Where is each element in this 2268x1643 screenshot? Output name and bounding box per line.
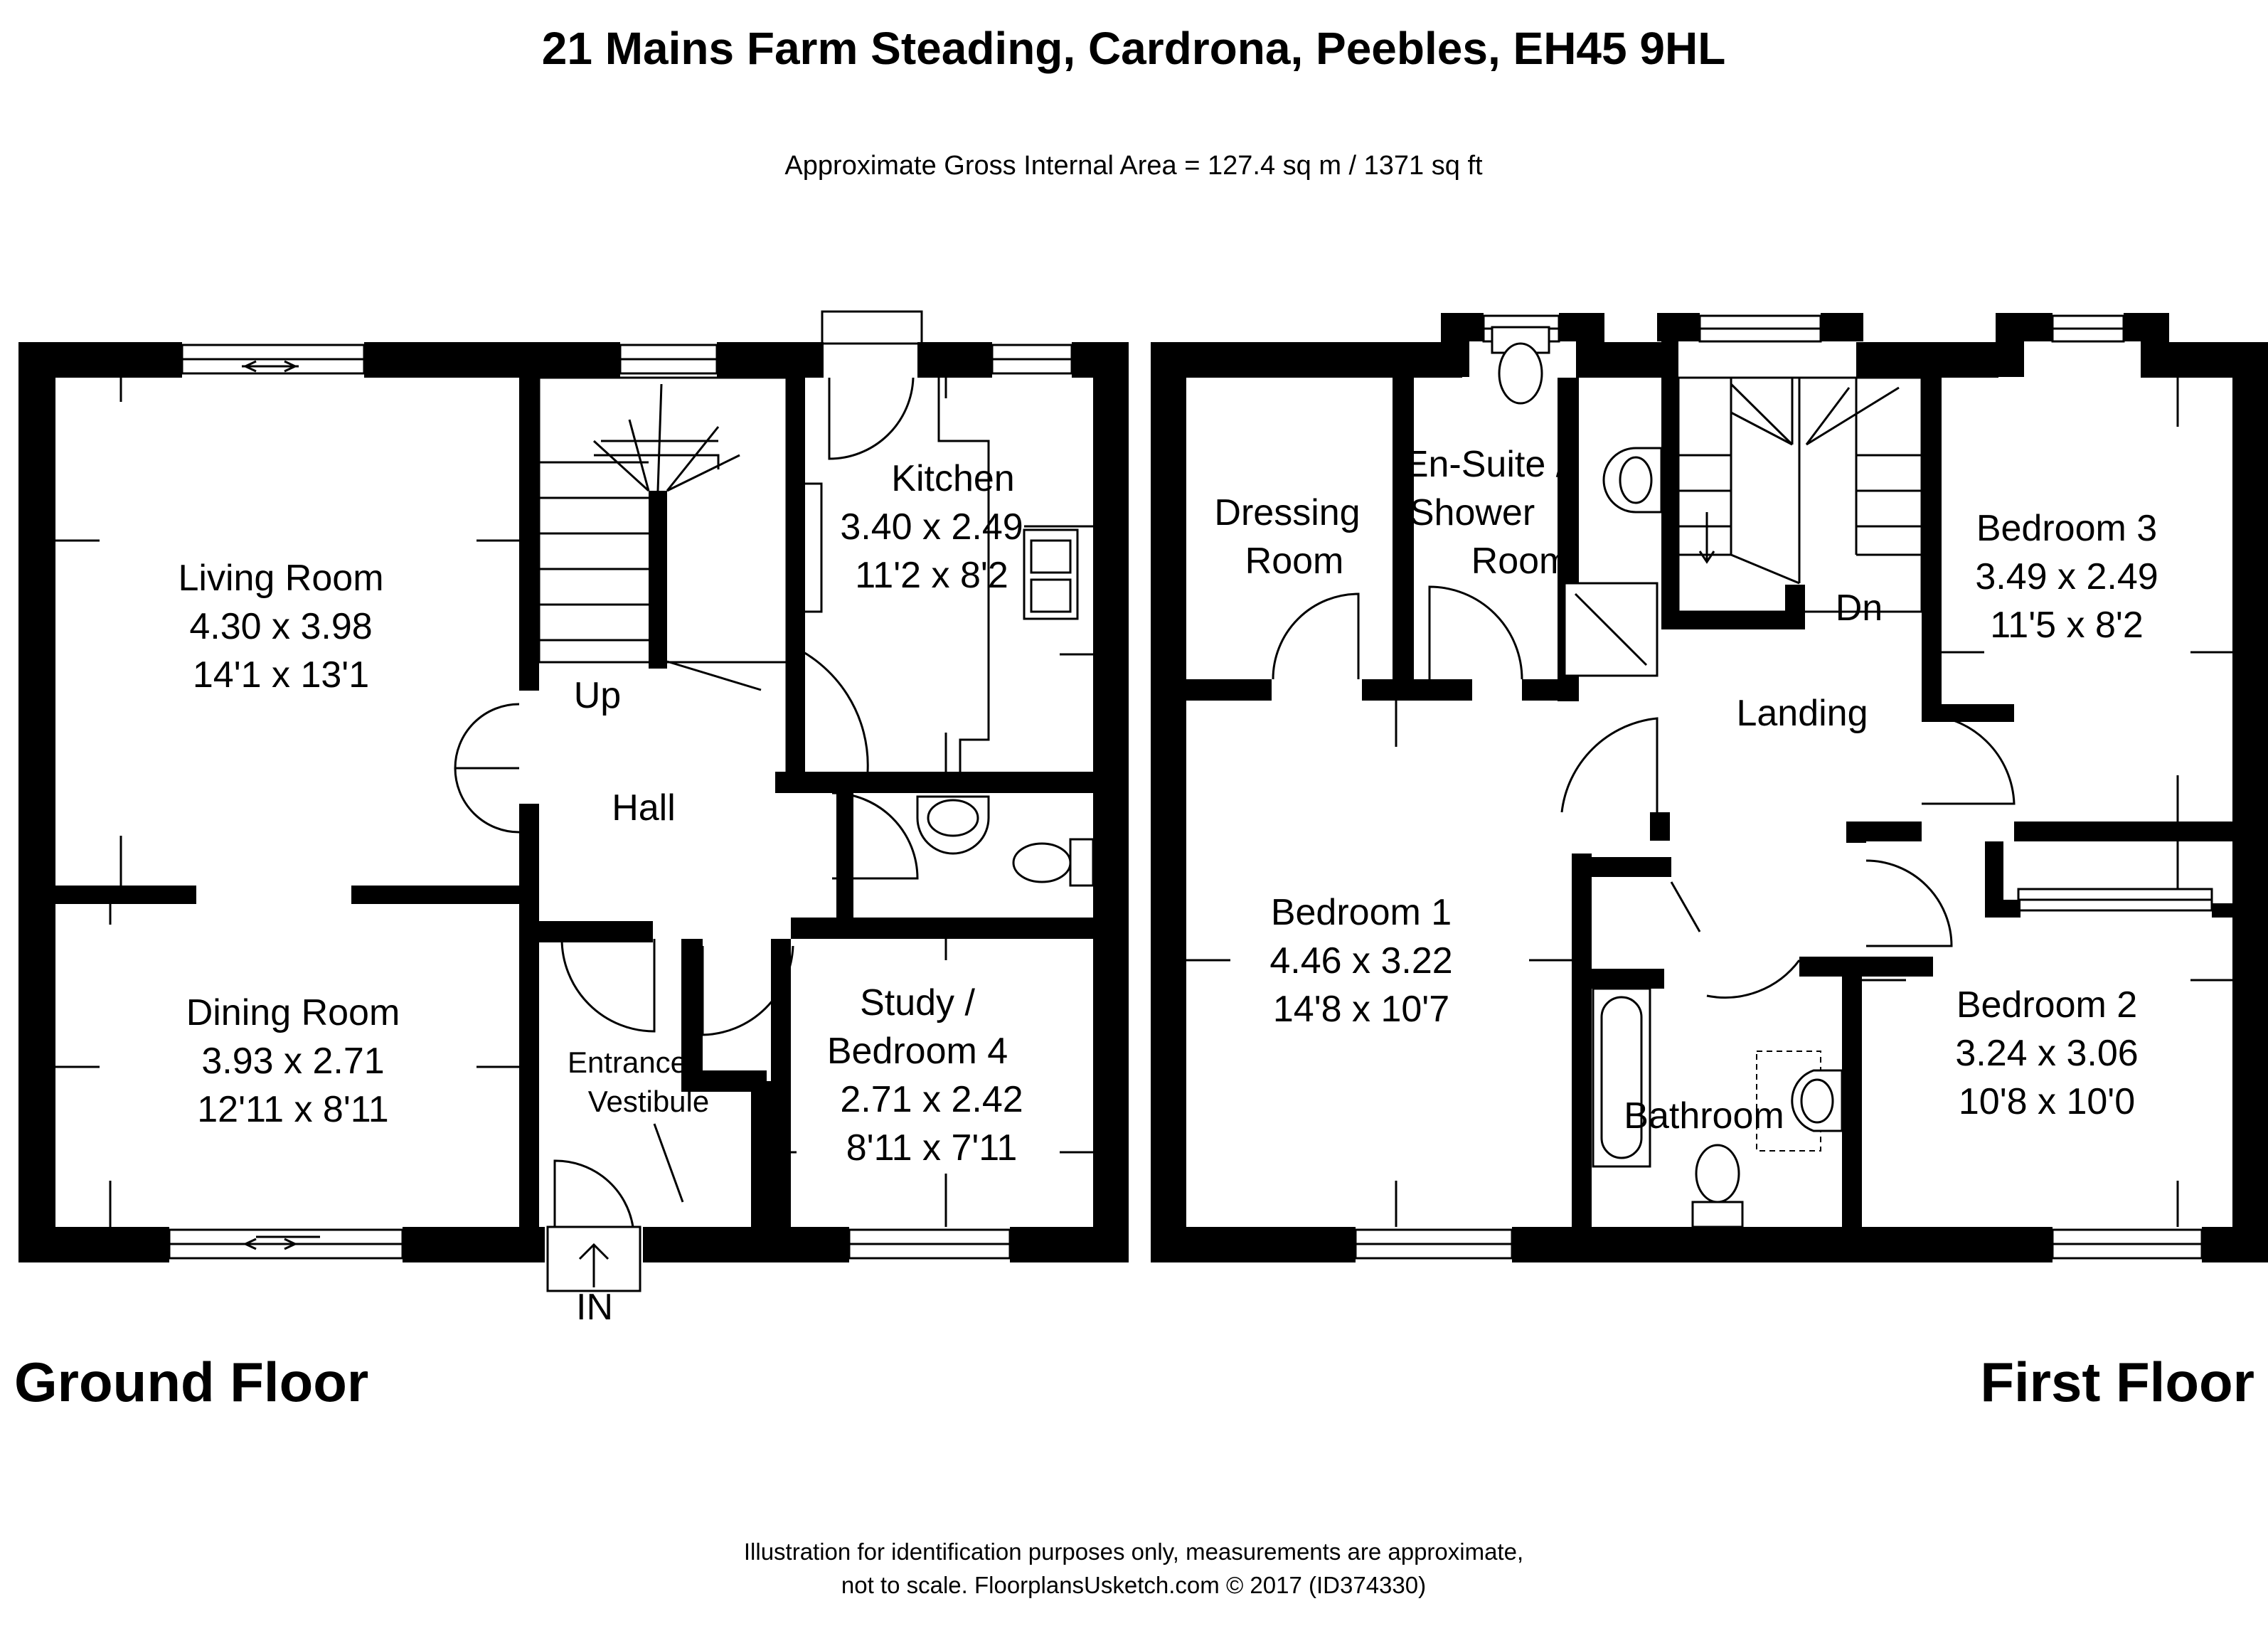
stairs-down-label: Dn — [1835, 587, 1883, 629]
kitchen-metric: 3.40 x 2.49 — [840, 506, 1023, 548]
bedroom2-imperial: 10'8 x 10'0 — [1958, 1081, 2136, 1122]
window — [2053, 316, 2124, 341]
bedroom1-imperial: 14'8 x 10'7 — [1272, 989, 1450, 1030]
ensuite-label-line2: Shower — [1409, 492, 1535, 533]
toilet-icon — [1013, 839, 1093, 886]
bedroom3-name: Bedroom 3 — [1976, 508, 2158, 549]
kitchen-imperial: 11'2 x 8'2 — [855, 555, 1008, 596]
dressing-room-label-line1: Dressing — [1214, 492, 1361, 533]
window — [169, 1230, 403, 1258]
study-imperial: 8'11 x 7'11 — [846, 1127, 1018, 1169]
window — [2053, 1230, 2202, 1258]
living-room-imperial: 14'1 x 13'1 — [192, 654, 370, 696]
window — [849, 1230, 1010, 1258]
bedroom3-metric: 3.49 x 2.49 — [1975, 556, 2158, 597]
bedroom3-imperial: 11'5 x 8'2 — [1990, 605, 2144, 646]
living-room-metric: 4.30 x 3.98 — [189, 606, 373, 647]
window — [620, 345, 717, 373]
window — [1356, 1230, 1512, 1258]
entrance-in-label: IN — [576, 1287, 613, 1328]
disclaimer-line2: not to scale. FloorplansUsketch.com © 2017 (ID374330) — [841, 1572, 1427, 1598]
first-floor-plan — [1151, 313, 2268, 1262]
toilet-icon — [1492, 327, 1549, 403]
bath-icon — [1593, 989, 1650, 1166]
shower-tray-icon — [1565, 583, 1657, 676]
ensuite-label-line3: Room — [1471, 541, 1570, 582]
ground-floor-plan — [18, 312, 1129, 1328]
dining-room-imperial: 12'11 x 8'11 — [197, 1089, 389, 1130]
bedroom1-metric: 4.46 x 3.22 — [1269, 940, 1453, 982]
kitchen-name: Kitchen — [891, 458, 1015, 499]
window — [1700, 316, 1821, 341]
disclaimer-line1: Illustration for identification purposes only, measurements are approximate, — [743, 1538, 1524, 1565]
entrance-door — [548, 1124, 683, 1291]
hall-label: Hall — [612, 787, 676, 829]
vestibule-label-line1: Entrance — [567, 1046, 688, 1079]
landing-label: Landing — [1736, 693, 1868, 734]
staircase — [1678, 378, 1922, 612]
living-room-name: Living Room — [178, 558, 384, 599]
window — [992, 345, 1072, 373]
vestibule-label-line2: Vestibule — [587, 1085, 710, 1118]
bedroom2-metric: 3.24 x 3.06 — [1955, 1033, 2139, 1074]
bedroom2-name: Bedroom 2 — [1956, 984, 2138, 1026]
basin-icon — [1604, 448, 1661, 512]
ground-floor-label: Ground Floor — [14, 1351, 369, 1413]
dining-room-name: Dining Room — [186, 992, 400, 1033]
bathroom-label: Bathroom — [1624, 1095, 1784, 1137]
stairs-up-label: Up — [573, 675, 622, 716]
dressing-room-label-line2: Room — [1245, 541, 1344, 582]
toilet-icon — [1693, 1145, 1742, 1227]
ensuite-label-line1: En-Suite / — [1403, 444, 1567, 485]
dining-room-metric: 3.93 x 2.71 — [201, 1041, 385, 1082]
study-name-line1: Study / — [860, 982, 975, 1023]
gross-area-text: Approximate Gross Internal Area = 127.4 sq m / 1371 sq ft — [784, 151, 1483, 181]
study-metric: 2.71 x 2.42 — [840, 1079, 1023, 1120]
study-name-line2: Bedroom 4 — [826, 1031, 1008, 1072]
bedroom1-name: Bedroom 1 — [1270, 892, 1452, 933]
first-floor-label: First Floor — [1980, 1351, 2254, 1413]
property-address-title: 21 Mains Farm Steading, Cardrona, Peebles, EH45 9HL — [541, 23, 1726, 74]
window — [182, 345, 364, 373]
basin-icon — [917, 797, 989, 854]
